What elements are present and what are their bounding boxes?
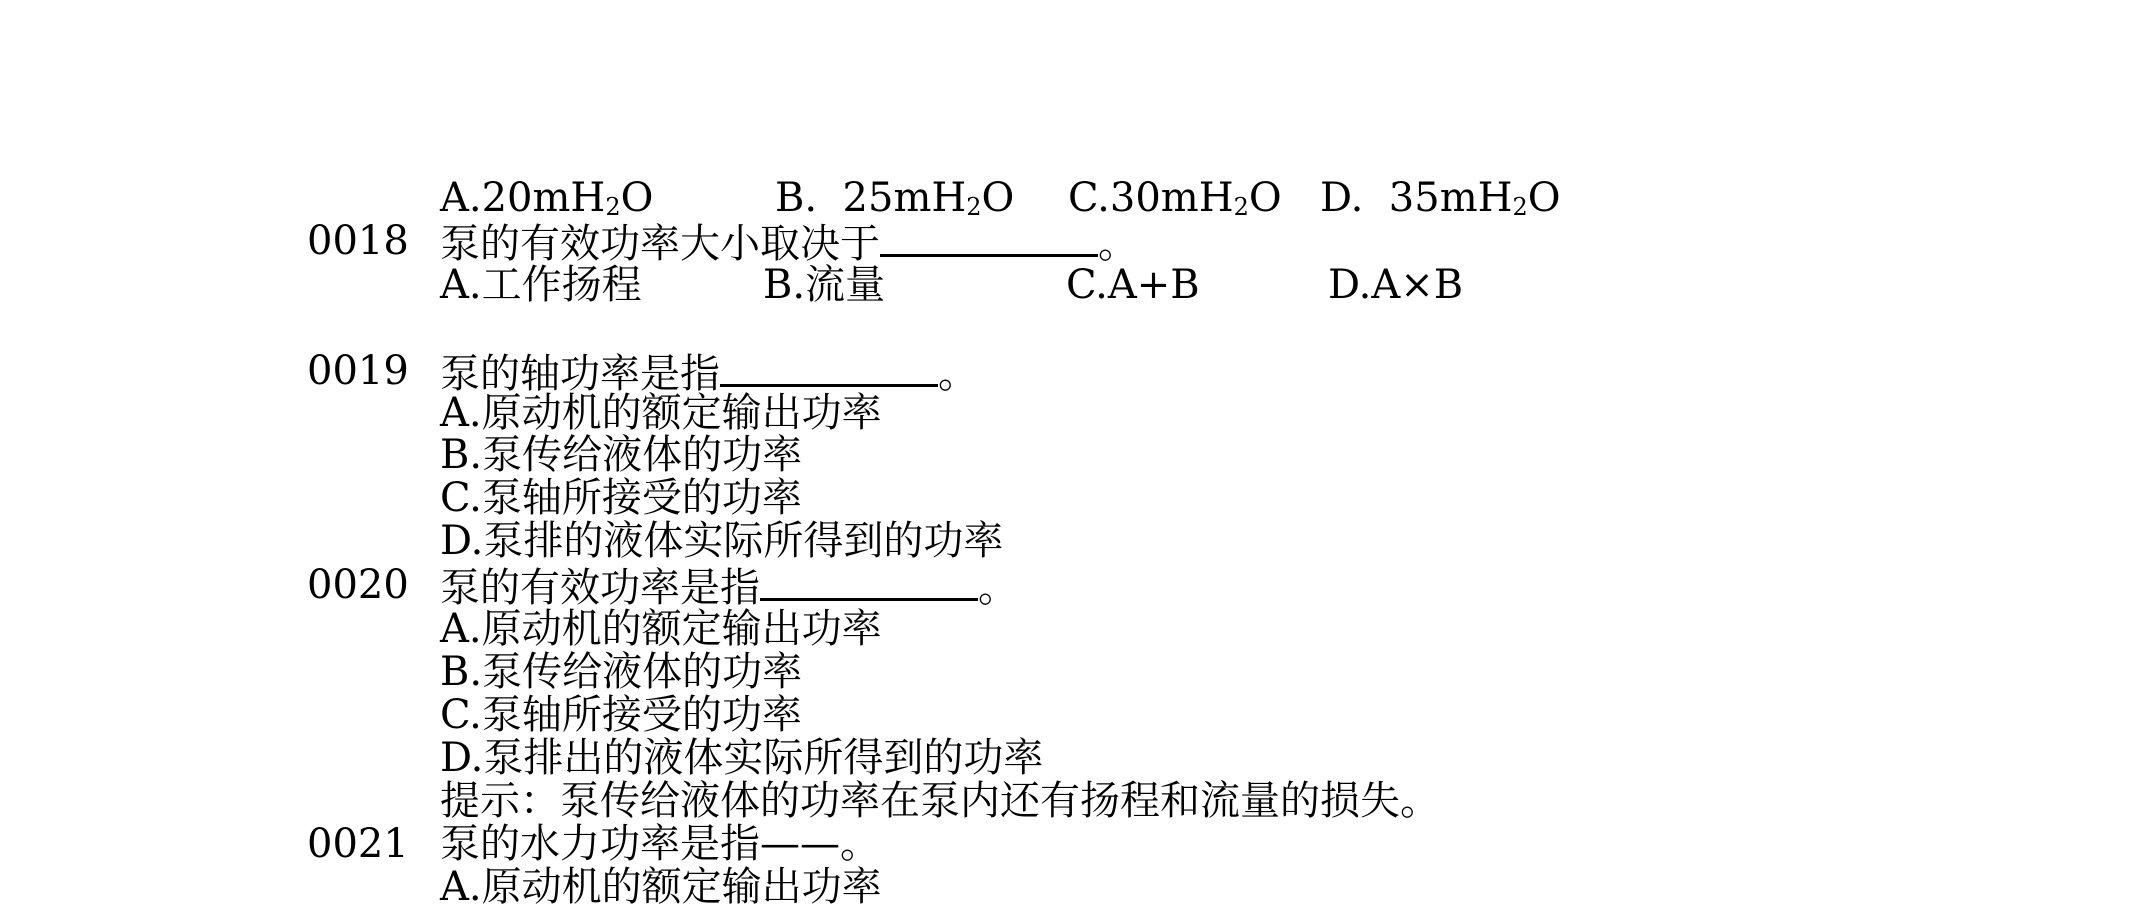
question-stem: 泵的有效功率大小取决于 。 [440,218,1138,267]
option-a: A.原动机的额定输出功率 [440,606,882,652]
option-d: D.泵排出的液体实际所得到的功率 [440,735,1044,781]
question-stem: 泵的有效功率是指 。 [440,562,1018,611]
question-number: 0019 [307,348,409,394]
prev-option-d: D. $35mH_2O$ [1320,175,1561,221]
prev-option-b: B. $25mH_2O$ [775,175,1015,221]
question-number: 0018 [307,218,409,264]
option-b: B.流量 [763,262,886,308]
hint-text: 提示：泵传给液体的功率在泵内还有扬程和流量的损失。 [440,778,1440,824]
option-b: B.泵传给液体的功率 [440,432,803,478]
option-d: D.泵排的液体实际所得到的功率 [440,518,1004,564]
question-stem: 泵的水力功率是指——。 [440,821,880,867]
option-d: D.A×B [1328,262,1464,308]
option-c: C.泵轴所接受的功率 [440,692,802,738]
question-stem: 泵的轴功率是指 。 [440,348,978,397]
option-b: B.泵传给液体的功率 [440,649,803,695]
question-number: 0021 [307,821,409,867]
option-c: C.泵轴所接受的功率 [440,475,802,521]
prev-option-a: $A.20mH_2O$ [440,175,654,221]
option-a: A.原动机的额定输出功率 [440,864,882,910]
option-a: A.工作扬程 [440,262,642,308]
option-c: C.A+B [1066,262,1200,308]
prev-option-c: $C.30mH_2O$ [1068,175,1282,221]
question-number: 0020 [307,562,409,608]
answer-blank [880,218,1098,257]
option-a: A.原动机的额定输出功率 [440,390,882,436]
answer-blank [720,348,938,387]
answer-blank [760,562,978,601]
